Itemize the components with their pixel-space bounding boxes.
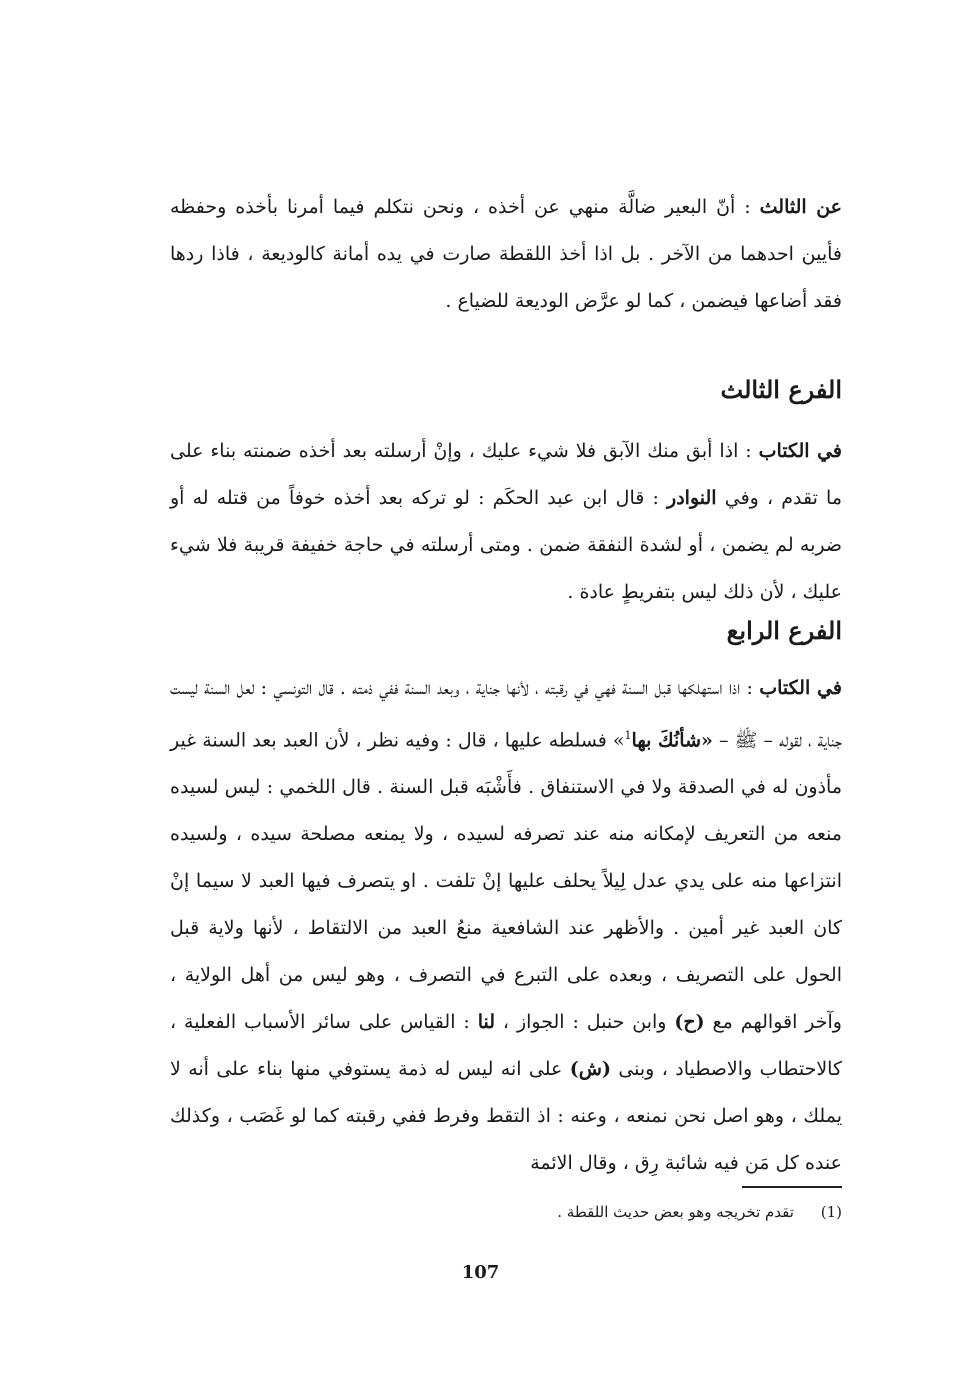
section-heading-fourth-branch: الفرع الرابع xyxy=(726,616,842,645)
footnote-divider xyxy=(742,1186,842,1188)
paragraph-3-bold-ha: (ح) xyxy=(674,1011,705,1034)
paragraph-3-bold-lana: لنا xyxy=(477,1011,496,1034)
paragraph-2-lead: في الكتاب xyxy=(758,440,842,462)
paragraph-3-bold-shin: (ش) xyxy=(569,1058,611,1081)
paragraph-1-lead: عن الثالث xyxy=(759,196,842,218)
footnote-reference[interactable]: 1 xyxy=(624,729,632,742)
paragraph-2-text-1: : اذا أبق منك الآبق فلا شيء عليك ، وإنْ أرسلته بعد أخذه ضمنته بناء على ما تقدم ، وفي xyxy=(170,440,843,509)
footnote-number: (1) xyxy=(820,1203,842,1221)
paragraph-3-text-2: » فسلطه عليها ، قال : وفيه نظر ، لأن العبد بعد السنة غير مأذون له في الصدقة ولا في الاستنفاق . فأَشْبَه قبل السنة . قال اللخمي : ليس لسيده منعه من التعريف لإمكانه منه عند تصرفه لسيده ، ولا يمنعه مصلحة سيده ، ولسيده انتزاعها منه على يدي عدل لِيلاً يحلف عليها إنْ تلفت . او يتصرف فيها العبد لا سيما إنْ كان العبد غير أمين . والأظهر عند الشافعية منعُ العبد من الالتقاط ، لأنها ولاية قبل الحول على التصريف ، وبعده على التبرع في التصرف ، وهو ليس من أهل الولاية ، وآخر اقوالهم مع xyxy=(170,729,842,1034)
paragraph-3-hadith-quote: «شأنُكَ بها xyxy=(631,729,713,752)
footnote-text: تقدم تخريجه وهو بعض حديث اللقطة . xyxy=(557,1203,794,1221)
paragraph-3 xyxy=(170,665,842,1187)
paragraph-1 xyxy=(170,184,842,325)
paragraph-3-text-1: : اذا استهلكها قبل السنة فهي في رقبته ، لأنها جناية ، وبعد السنة ففي ذمته . قال التونسي : لعل السنة ليست جناية ، لقوله – ﷺ – xyxy=(170,677,842,752)
paragraph-2-bold-nawadir: النوادر xyxy=(667,487,717,509)
paragraph-3-text-3: وابن حنبل : الجواز ، xyxy=(502,1011,667,1034)
footnote xyxy=(170,1203,842,1221)
paragraph-2 xyxy=(170,428,842,616)
paragraph-3-lead: في الكتاب xyxy=(759,677,842,699)
paragraph-3-text-5: على انه ليس له ذمة يستوفي منها بناء على أنه لا يملك ، وهو اصل نحن نمنعه ، وعنه : اذ التقط وفرط ففي رقبته كما لو غَصَب ، وكذلك عنده كل مَن فيه شائبة رِق ، وقال الائمة xyxy=(170,1058,842,1175)
paragraph-2-text-2: : قال ابن عبد الحكَم : لو تركه بعد أخذه خوفاً من قتله له أو ضربه لم يضمن ، أو لشدة النفقة ضمن . ومتى أرسلته في حاجة خفيفة قريبة فلا شيء عليك ، لأن ذلك ليس بتفريطٍ عادة . xyxy=(170,487,842,603)
section-heading-third-branch: الفرع الثالث xyxy=(720,375,842,404)
paragraph-1-text: : أنّ البعير ضالَّة منهي عن أخذه ، ونحن نتكلم فيما أمرنا بأخذه وحفظه فأيين احدهما من الآخر . بل اذا أخذ اللقطة صارت في يده أمانة كالوديعة ، فاذا ردها فقد أضاعها فيضمن ، كما لو عرَّض الوديعة للضياع . xyxy=(170,196,842,312)
paragraph-3-text-4: : القياس على سائر الأسباب الفعلية ، كالاحتطاب والاصطياد ، وبنى xyxy=(170,1011,842,1081)
page-number: 107 xyxy=(461,1262,500,1283)
